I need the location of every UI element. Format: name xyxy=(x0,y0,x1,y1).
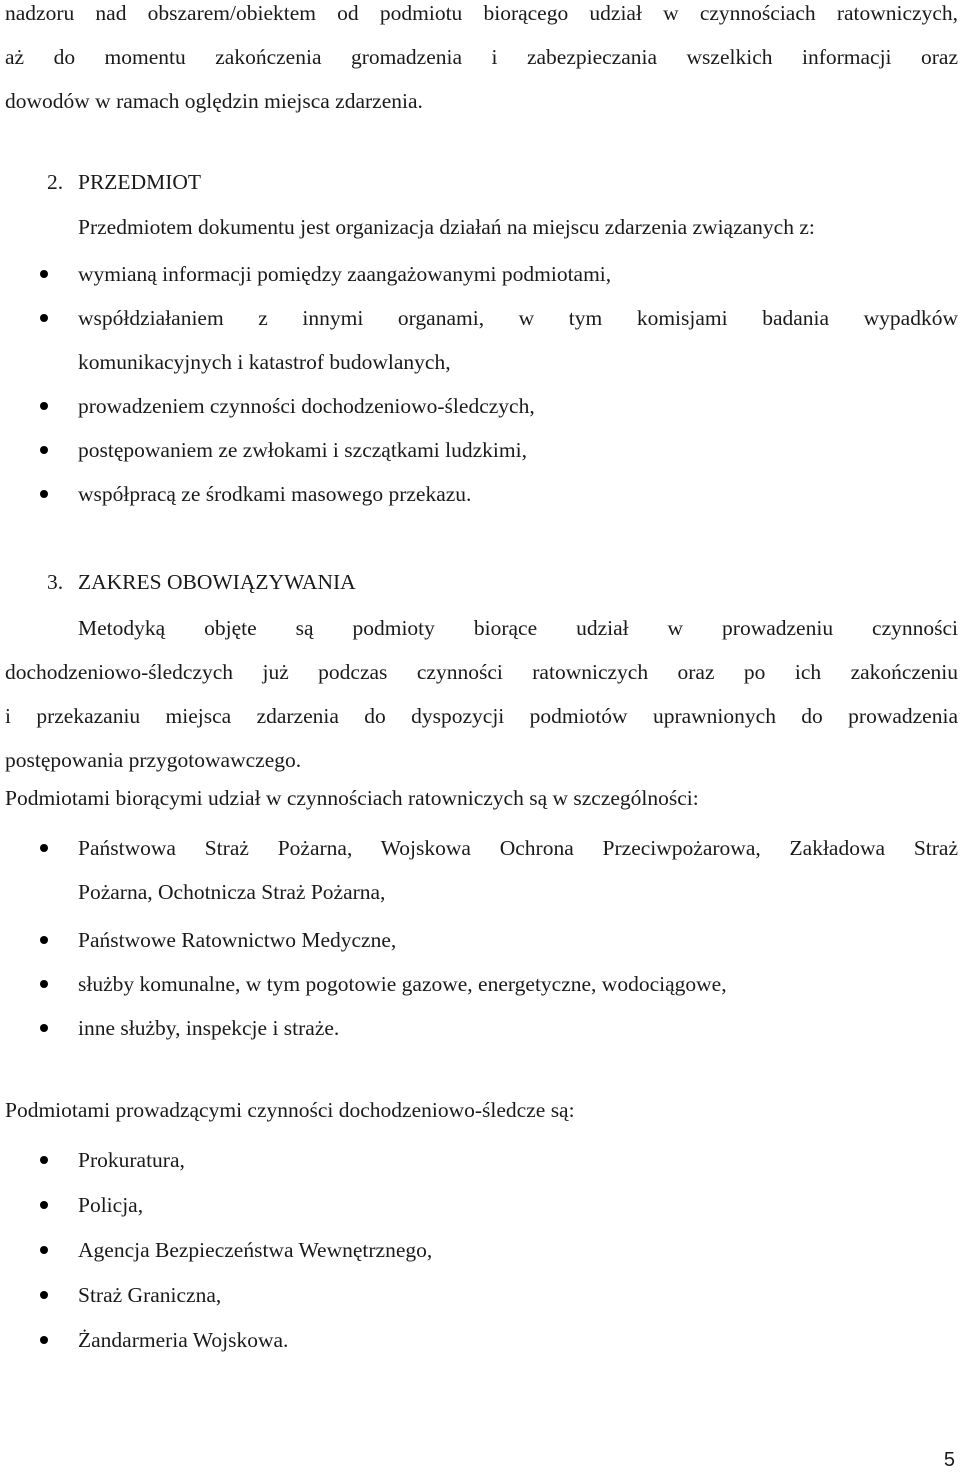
bullet-icon xyxy=(40,490,48,498)
intro-line: aż do momentu zakończenia gromadzenia i zabezpieczania wszelkich informacji oraz xyxy=(5,45,958,69)
section-3-paragraph xyxy=(5,606,958,782)
section-number: 3. xyxy=(47,570,64,594)
intro-line: dowodów w ramach oględzin miejsca zdarzenia. xyxy=(5,89,423,113)
paragraph-line: postępowania przygotowawczego. xyxy=(5,748,302,772)
page-number: 5 xyxy=(943,1449,955,1471)
section-2-lead: Przedmiotem dokumentu jest organizacja działań na miejscu zdarzenia związanych z: xyxy=(78,215,815,239)
list-item: współpracą ze środkami masowego przekazu. xyxy=(5,472,958,516)
paragraph-line: i przekazaniu miejsca zdarzenia do dyspozycji podmiotów uprawnionych do prowadzenia xyxy=(5,704,958,728)
investigation-lead: Podmiotami prowadzącymi czynności dochodzeniowo-śledcze są: xyxy=(5,1098,575,1122)
list-item: Państwowa Straż Pożarna, Wojskowa Ochrona Przeciwpożarowa, Zakładowa Straż Pożarna, Ochotnicza Straż Pożarna, xyxy=(5,826,958,914)
section-2-list xyxy=(5,252,958,516)
list-item: służby komunalne, w tym pogotowie gazowe, energetyczne, wodociągowe, xyxy=(5,962,958,1006)
list-item: Żandarmeria Wojskowa. xyxy=(5,1318,958,1363)
bullet-icon xyxy=(40,1291,48,1299)
list-item: Straż Graniczna, xyxy=(5,1273,958,1318)
section-title: PRZEDMIOT xyxy=(78,170,202,194)
list-item: inne służby, inspekcje i straże. xyxy=(5,1006,958,1050)
section-3-heading xyxy=(47,570,356,595)
intro-paragraph xyxy=(5,0,958,123)
bullet-icon xyxy=(40,844,48,852)
bullet-icon xyxy=(40,1336,48,1344)
bullet-icon xyxy=(40,1156,48,1164)
list-item: postępowaniem ze zwłokami i szczątkami ludzkimi, xyxy=(5,428,958,472)
bullet-icon xyxy=(40,1201,48,1209)
bullet-icon xyxy=(40,446,48,454)
list-item: Policja, xyxy=(5,1183,958,1228)
bullet-icon xyxy=(40,402,48,410)
bullet-icon xyxy=(40,1246,48,1254)
bullet-icon xyxy=(40,936,48,944)
list-item: Państwowe Ratownictwo Medyczne, xyxy=(5,918,958,962)
paragraph-line: dochodzeniowo-śledczych już podczas czynności ratowniczych oraz po ich zakończeniu xyxy=(5,660,958,684)
section-title: ZAKRES OBOWIĄZYWANIA xyxy=(78,570,356,594)
list-item: Agencja Bezpieczeństwa Wewnętrznego, xyxy=(5,1228,958,1273)
section-2-heading xyxy=(47,170,201,195)
paragraph-line: Metodyką objęte są podmioty biorące udział w prowadzeniu czynności xyxy=(78,616,958,640)
rescue-lead: Podmiotami biorącymi udział w czynnościach ratowniczych są w szczególności: xyxy=(5,786,699,810)
rescue-list xyxy=(5,826,958,1050)
list-item: Prokuratura, xyxy=(5,1138,958,1183)
bullet-icon xyxy=(40,1024,48,1032)
intro-line: nadzoru nad obszarem/obiektem od podmiotu biorącego udział w czynnościach ratowniczych, xyxy=(5,1,958,25)
list-item: wymianą informacji pomiędzy zaangażowanymi podmiotami, xyxy=(5,252,958,296)
bullet-icon xyxy=(40,270,48,278)
bullet-icon xyxy=(40,314,48,322)
list-item: współdziałaniem z innymi organami, w tym komisjami badania wypadków komunikacyjnych i katastrof budowlanych, xyxy=(5,296,958,384)
list-item: prowadzeniem czynności dochodzeniowo-śledczych, xyxy=(5,384,958,428)
bullet-icon xyxy=(40,980,48,988)
investigation-list xyxy=(5,1138,958,1363)
section-number: 2. xyxy=(47,170,64,194)
